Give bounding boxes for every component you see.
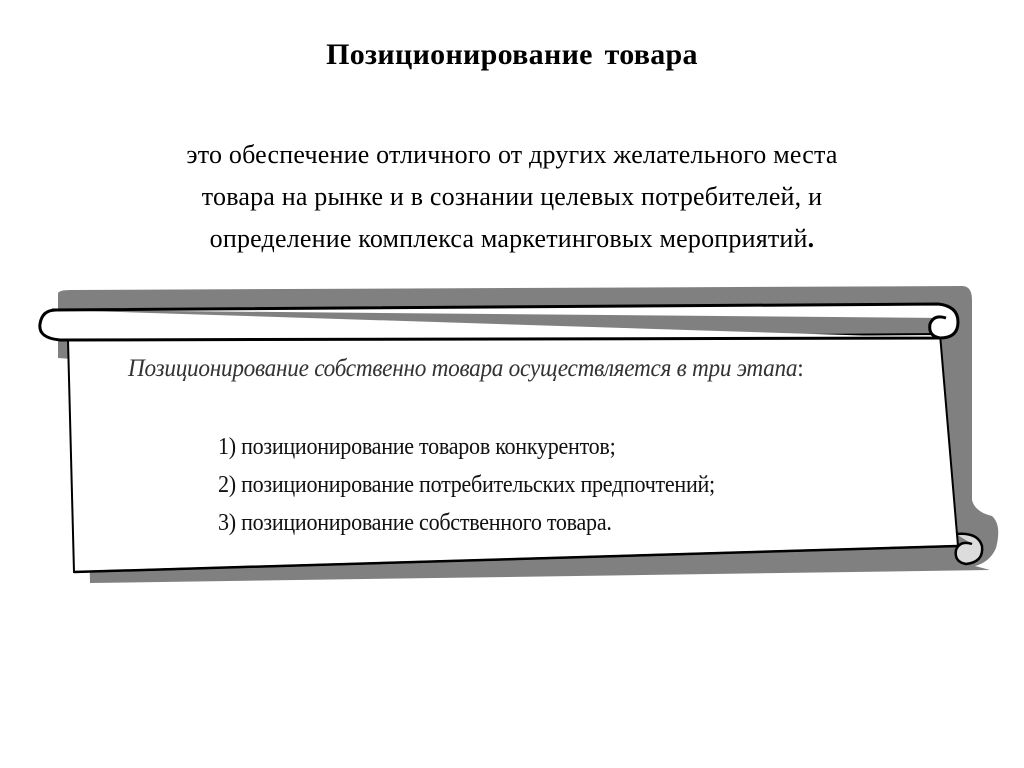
list-item: 3) позиционирование собственного товара.	[218, 510, 612, 536]
slide-title: Позиционирование товара	[326, 38, 698, 71]
scroll-lead-label: Позиционирование собственно товара осуществляется в три этапа	[128, 355, 798, 382]
list-item: 1) позиционирование товаров конкурентов;	[218, 434, 616, 460]
definition-line-2: товара на рынке и в сознании целевых потребителей, и	[201, 182, 823, 211]
stages-list	[218, 428, 758, 542]
definition-line-3-period: .	[807, 224, 815, 253]
scroll-lead-text	[128, 355, 803, 383]
scroll-lead-colon: :	[797, 355, 804, 382]
list-item: 2) позиционирование потребительских предпочтений;	[218, 472, 715, 498]
definition-line-3-text: определение комплекса маркетинговых мероприятий	[209, 224, 808, 253]
definition-line-1: это обеспечение отличного от других желательного места	[186, 140, 838, 169]
